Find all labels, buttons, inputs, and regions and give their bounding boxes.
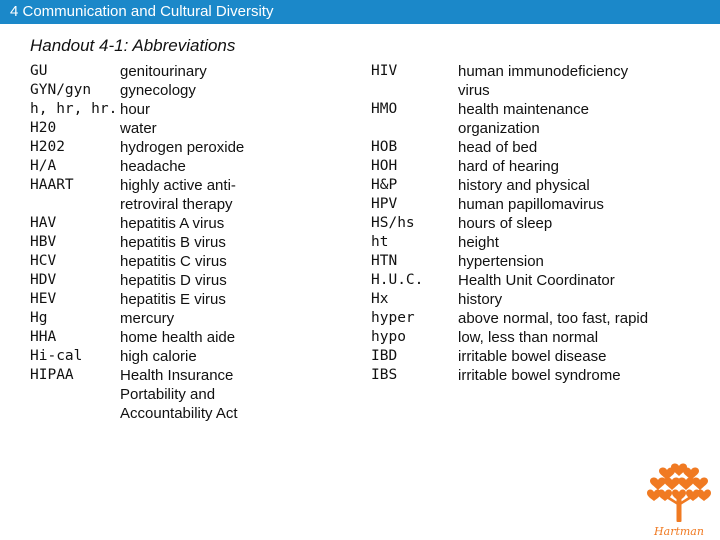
abbreviation: GU [30,63,48,79]
definition: hepatitis E virus [120,291,226,308]
definition: human papillomavirus [458,196,604,213]
abbreviation [371,119,423,138]
abbreviation: H.U.C. [371,272,424,288]
abbreviation: HAART [30,177,74,193]
definition: above normal, too fast, rapid [458,310,649,327]
definition: hard of hearing [458,158,559,175]
abbreviation [30,195,117,214]
abbreviation: HTN [371,253,398,269]
definition: Health Insurance Portability and Accountability Act [120,367,238,422]
abbreviation: h, hr, hr. [30,101,118,117]
handout-title: Handout 4-1: Abbreviations [30,36,236,55]
left-definition-list [120,62,244,423]
definition: hepatitis C virus [120,253,227,270]
definition: hypertension [458,253,544,270]
logo-wordmark: Hartman [654,525,704,538]
definition: genitourinary [120,63,207,80]
abbreviation: Hg [30,310,48,326]
definition: hepatitis A virus [120,215,225,232]
left-abbreviation-list [30,62,117,385]
definition: gynecology [120,82,196,99]
chapter-title: 4 Communication and Cultural Diversity [10,3,274,20]
definition: Health Unit Coordinator [458,272,615,289]
abbreviation: IBS [371,367,398,383]
abbreviation: HMO [371,101,398,117]
hartman-tree-logo [640,458,718,538]
abbreviation: HPV [371,196,398,212]
definition: high calorie [120,348,197,365]
abbreviation: hyper [371,310,415,326]
definition: irritable bowel disease [458,348,607,365]
right-definition-list [458,62,648,385]
abbreviation: ht [371,234,389,250]
definition: height [458,234,499,251]
definition: mercury [120,310,175,327]
abbreviation: HOH [371,158,398,174]
definition: irritable bowel syndrome [458,367,621,384]
definition: head of bed [458,139,538,156]
abbreviation: HS/hs [371,215,415,231]
definition: hydrogen peroxide [120,139,245,156]
abbreviation: IBD [371,348,398,364]
abbreviation: HHA [30,329,57,345]
definition: home health aide [120,329,236,346]
abbreviation: H202 [30,139,65,155]
heart-leaves-icon [647,463,711,522]
definition: hepatitis B virus [120,234,226,251]
definition: water [120,120,157,137]
abbreviation: H/A [30,158,57,174]
abbreviation: Hx [371,291,389,307]
abbreviation: HIV [371,63,398,79]
abbreviation: HDV [30,272,57,288]
right-abbreviation-list [371,62,423,385]
abbreviation: HIPAA [30,367,74,383]
definition: hepatitis D virus [120,272,227,289]
definition: hour [120,101,151,118]
definition: history and physical [458,177,590,194]
abbreviation: HCV [30,253,57,269]
abbreviation [371,81,423,100]
abbreviation: HOB [371,139,398,155]
definition: health maintenance organization [458,101,589,137]
abbreviation: H&P [371,177,398,193]
definition: hours of sleep [458,215,553,232]
abbreviation: HEV [30,291,57,307]
header-bar [0,0,720,24]
definition: headache [120,158,186,175]
definition: history [458,291,503,308]
abbreviation: Hi-cal [30,348,83,364]
definition: low, less than normal [458,329,599,346]
abbreviation: hypo [371,329,406,345]
abbreviation: HAV [30,215,57,231]
abbreviation: GYN/gyn [30,82,92,98]
definition: human immunodeficiency virus [458,63,629,99]
abbreviation: HBV [30,234,57,250]
definition: highly active anti- retroviral therapy [120,177,236,213]
abbreviation: H20 [30,120,57,136]
